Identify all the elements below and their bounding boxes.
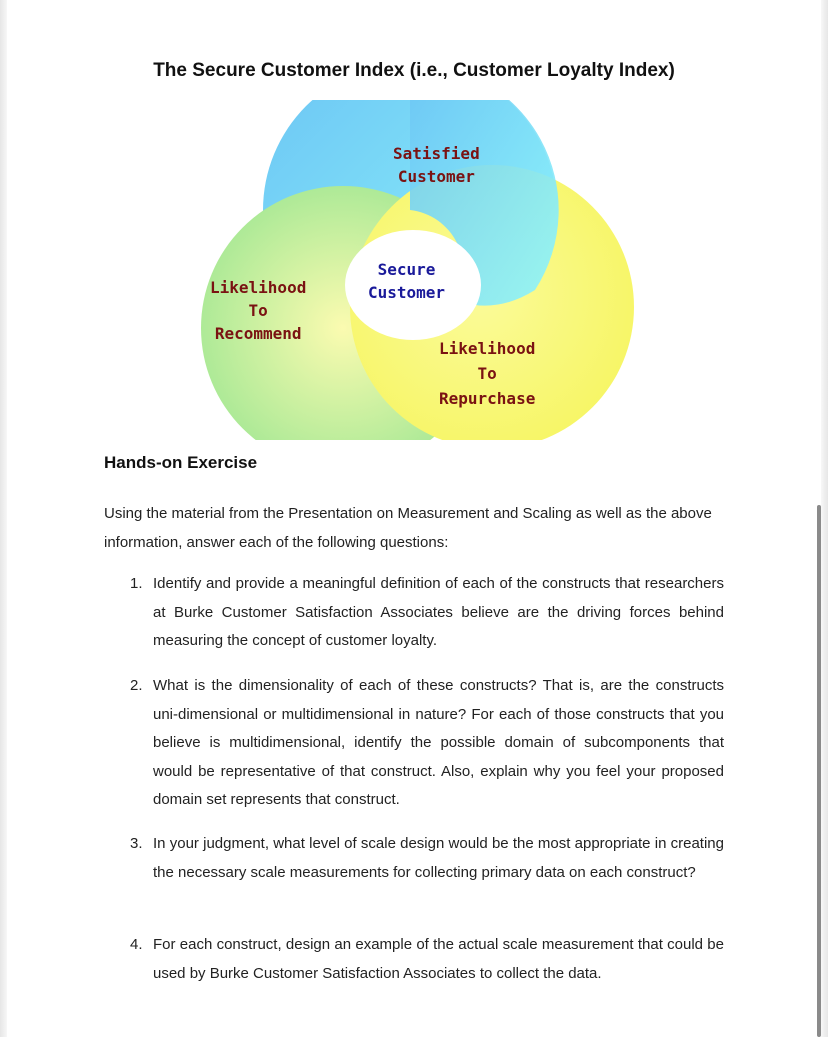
left-label-line: Likelihood bbox=[210, 278, 307, 297]
right-label-line: Repurchase bbox=[439, 389, 536, 408]
center-label-line: Secure bbox=[377, 260, 436, 279]
left-label-line: Recommend bbox=[214, 324, 302, 343]
right-label-line: Likelihood bbox=[439, 339, 536, 358]
vertical-scrollbar[interactable] bbox=[817, 505, 821, 1037]
loyalty-index-diagram bbox=[195, 100, 645, 440]
question-item bbox=[104, 830, 724, 887]
question-number: 3. bbox=[130, 835, 143, 852]
question-number: 2. bbox=[130, 677, 143, 694]
page-left-edge bbox=[0, 0, 7, 1037]
page-title: The Secure Customer Index (i.e., Customer Loyalty Index) bbox=[153, 60, 675, 81]
section-heading: Hands-on Exercise bbox=[104, 453, 258, 472]
intro-paragraph: Using the material from the Presentation on Measurement and Scaling as well as the above information, answer each of the following questions: bbox=[104, 505, 712, 551]
question-item bbox=[104, 672, 724, 815]
question-text: In your judgment, what level of scale design would be the most appropriate in creating the necessary scale measurements for collecting primary data on each construct? bbox=[153, 835, 724, 881]
page-right-edge bbox=[821, 0, 828, 1037]
satisfied-customer-label bbox=[393, 142, 480, 188]
likelihood-repurchase-label bbox=[439, 336, 535, 411]
question-item bbox=[104, 931, 724, 988]
center-label-line: Customer bbox=[368, 283, 446, 302]
question-text: What is the dimensionality of each of these constructs? That is, are the constructs uni-dimensional or multidimensional in nature? For each of those constructs that you believe is multidimensional, identify the possible domain of subcomponents that would be representative of that construct. Also, explain why you feel your proposed domain set represents that construct. bbox=[153, 677, 724, 808]
question-text: Identify and provide a meaningful definition of each of the constructs that researchers at Burke Customer Satisfaction Associates believe are the driving forces behind measuring the concept of customer loyalty. bbox=[153, 575, 724, 649]
top-label-line: Customer bbox=[397, 167, 475, 186]
question-text: For each construct, design an example of the actual scale measurement that could be used by Burke Customer Satisfaction Associates to collect the data. bbox=[153, 936, 724, 982]
question-item bbox=[104, 570, 724, 656]
top-label-line: Satisfied bbox=[393, 144, 480, 163]
likelihood-recommend-label bbox=[210, 276, 306, 345]
left-label-line: To bbox=[248, 301, 268, 320]
question-number: 1. bbox=[130, 575, 143, 592]
right-label-line: To bbox=[477, 364, 497, 383]
secure-customer-label bbox=[368, 258, 445, 304]
question-number: 4. bbox=[130, 936, 143, 953]
